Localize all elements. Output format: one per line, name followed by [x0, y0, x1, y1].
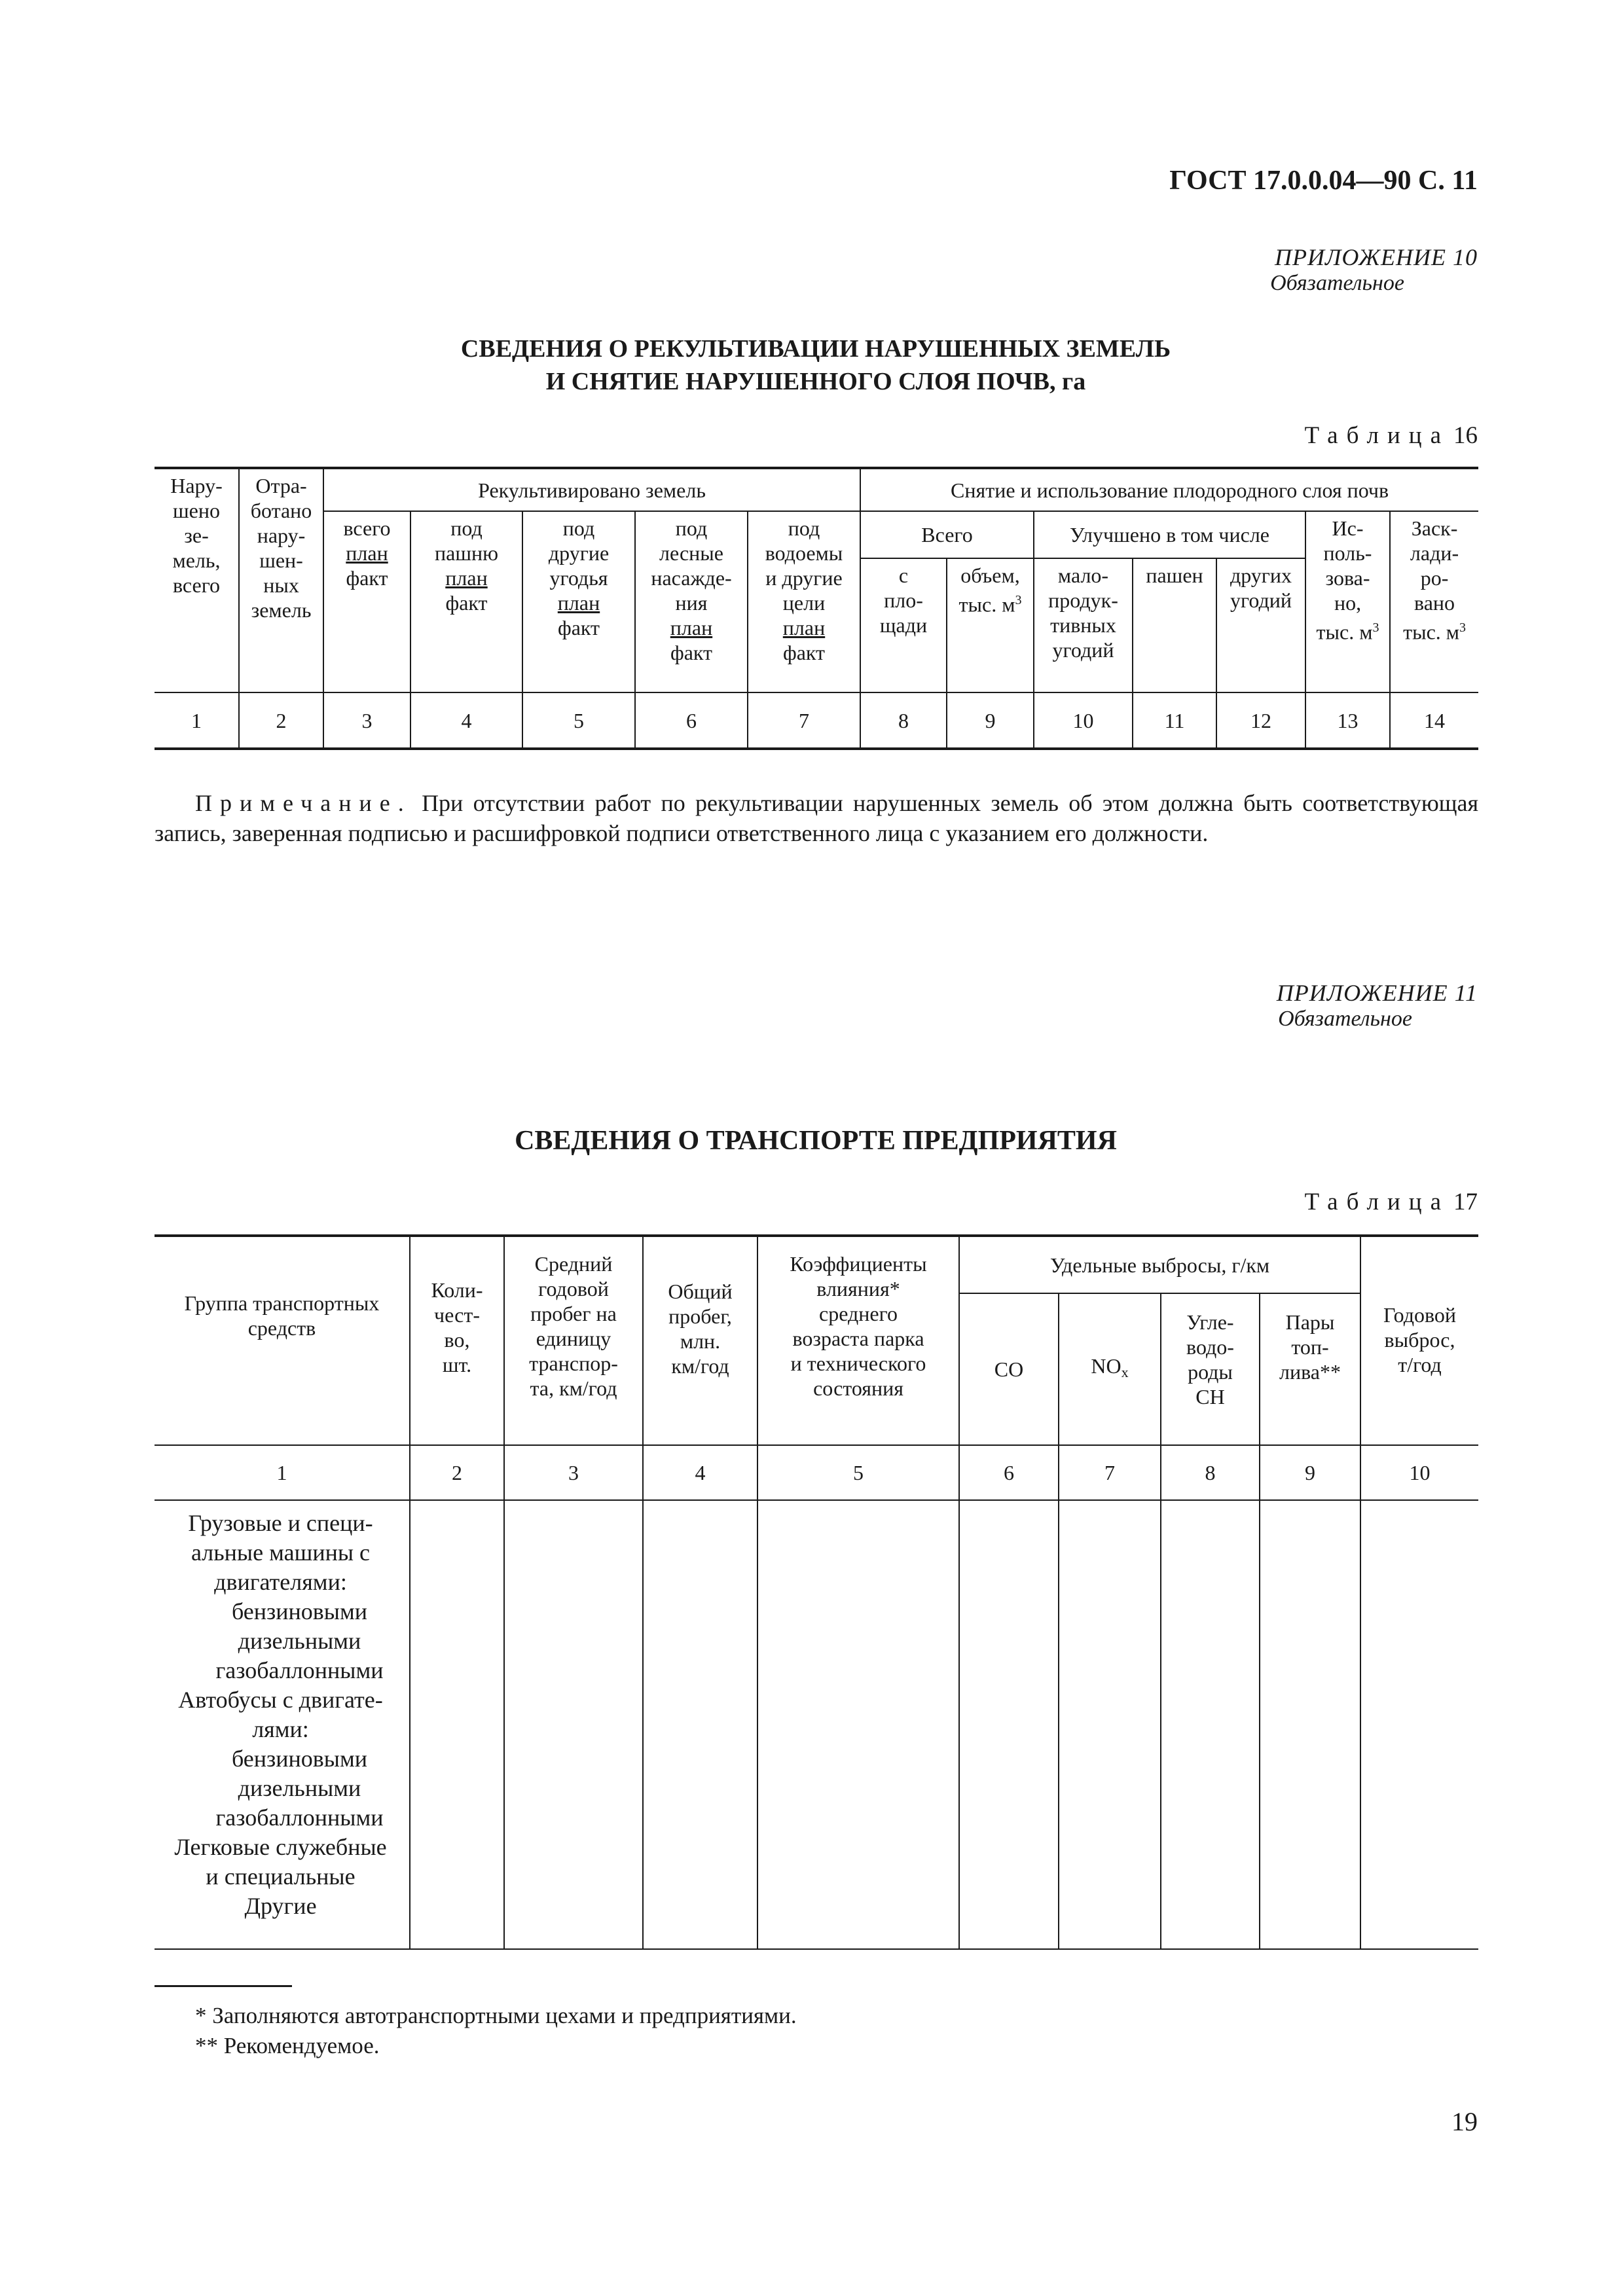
vehicle-group-list [155, 1500, 410, 1949]
col-number: 3 [323, 692, 410, 749]
col-volume: объем, тыс. $м^3$ [947, 558, 1034, 692]
list-item: Легковые служебные [174, 1834, 387, 1860]
title-line: И СНЯТИЕ НАРУШЕННОГО СЛОЯ ПОЧВ, га [545, 368, 1086, 395]
footnote-divider [155, 1985, 292, 1987]
subgroup-improved: Улучшено в том числе [1034, 511, 1305, 558]
table-number: 17 [1453, 1189, 1478, 1215]
table-17-label [1305, 1188, 1478, 1216]
col-number: 7 [748, 692, 860, 749]
table-number: 16 [1453, 422, 1478, 449]
group-reclaimed: Рекультивировано земель [323, 468, 860, 511]
table-word: Таблица [1304, 422, 1450, 449]
col-count: Коли- чест- во, шт. [410, 1236, 504, 1445]
col-number: 4 [410, 692, 522, 749]
empty-cell[interactable] [1360, 1500, 1478, 1949]
col-number: 11 [1133, 692, 1216, 749]
col-number: 3 [504, 1445, 643, 1500]
col-number: 1 [155, 1445, 410, 1500]
section-title-reclamation [155, 332, 1477, 398]
col-water: под водоемы и другие цели план факт [748, 511, 860, 692]
list-item: Грузовые и специ- [188, 1510, 373, 1536]
appendix-status: Обязательное [1278, 1007, 1412, 1031]
col-number: 5 [522, 692, 635, 749]
appendix-10-label [1270, 243, 1478, 296]
list-item: альные машины с [191, 1539, 371, 1566]
group-topsoil-removal: Снятие и использование плодородного слоя почв [860, 468, 1478, 511]
empty-cell[interactable] [1059, 1500, 1161, 1949]
col-number: 9 [1260, 1445, 1360, 1500]
table-word: Таблица [1304, 1189, 1450, 1215]
table-16 [155, 467, 1478, 750]
col-number: 14 [1390, 692, 1478, 749]
subgroup-total: Всего [860, 511, 1034, 558]
col-fuel-vapor: Пары топ- лива** [1260, 1293, 1360, 1445]
empty-cell[interactable] [959, 1500, 1059, 1949]
empty-cell[interactable] [1260, 1500, 1360, 1949]
footnote-2: ** Рекомендуемое. [195, 2033, 380, 2058]
col-area: с пло- щади [860, 558, 947, 692]
group-specific-emissions: Удельные выбросы, г/км [959, 1236, 1360, 1293]
col-worked-out: Отра- ботано нару- шен- ных земель [239, 468, 323, 692]
list-item: Автобусы с двигате- [178, 1687, 383, 1713]
table-17 [155, 1234, 1478, 1950]
col-number: 7 [1059, 1445, 1161, 1500]
col-coefficients: Коэффициенты влияния* среднего возраста парка и технического состояния [757, 1236, 959, 1445]
col-number: 2 [410, 1445, 504, 1500]
page-header: ГОСТ 17.0.0.04—90 С. 11 [1169, 166, 1478, 196]
col-number: 10 [1360, 1445, 1478, 1500]
col-co: CO [959, 1293, 1059, 1445]
list-item: газобаллонными [215, 1657, 384, 1683]
note-label: Примечание. [195, 790, 412, 816]
empty-cell[interactable] [504, 1500, 643, 1949]
list-item: Другие [244, 1893, 317, 1919]
col-vehicle-group: Группа транспортных средств [155, 1236, 410, 1445]
list-item: бензиновыми [231, 1598, 368, 1624]
col-number: 10 [1034, 692, 1133, 749]
col-used: Ис- поль- зова- но, тыс. $м^3$ [1305, 511, 1390, 692]
col-annual-emission: Годовой выброс, т/год [1360, 1236, 1478, 1445]
col-number: 8 [860, 692, 947, 749]
list-item: дизельными [238, 1628, 361, 1654]
col-number: 5 [757, 1445, 959, 1500]
footnote-1: * Заполняются автотранспортными цехами и предприятиями. [195, 2003, 797, 2028]
appendix-title: ПРИЛОЖЕНИЕ 11 [1276, 980, 1478, 1006]
col-disturbed-total: Нару- шено зе- мель, всего [155, 468, 239, 692]
note [155, 788, 1478, 848]
col-number: 6 [959, 1445, 1059, 1500]
appendix-status: Обязательное [1270, 271, 1404, 295]
col-nox: $NO_x$ [1059, 1293, 1161, 1445]
list-item: лями: [252, 1716, 309, 1742]
title-line: СВЕДЕНИЯ О РЕКУЛЬТИВАЦИИ НАРУШЕННЫХ ЗЕМЕЛЬ [460, 335, 1171, 363]
col-plowland: пашен [1133, 558, 1216, 692]
col-other: других угодий [1216, 558, 1305, 692]
col-number: 13 [1305, 692, 1390, 749]
appendix-11-label [1277, 979, 1478, 1031]
col-number: 9 [947, 692, 1034, 749]
empty-cell[interactable] [643, 1500, 757, 1949]
list-item: газобаллонными [215, 1804, 384, 1831]
note-text: При отсутствии работ по рекультивации нарушенных земель об этом должна быть соответствующая запись, заверенная подписью и расшифровкой подписи ответственного лица с указанием его должности. [155, 790, 1478, 846]
col-number: 1 [155, 692, 239, 749]
col-number: 6 [635, 692, 748, 749]
list-item: двигателями: [214, 1569, 347, 1595]
empty-cell[interactable] [757, 1500, 959, 1949]
col-reclaimed-total: всего план факт [323, 511, 410, 692]
col-low-productive: мало- продук- тивных угодий [1034, 558, 1133, 692]
col-number: 2 [239, 692, 323, 749]
col-total-mileage: Общий пробег, млн. км/год [643, 1236, 757, 1445]
col-hydrocarbons: Угле- водо- роды CH [1161, 1293, 1260, 1445]
col-number: 8 [1161, 1445, 1260, 1500]
col-forest: под лесные насажде- ния план факт [635, 511, 748, 692]
appendix-title: ПРИЛОЖЕНИЕ 10 [1275, 244, 1478, 270]
col-avg-mileage: Средний годовой пробег на единицу транспор- та, км/год [504, 1236, 643, 1445]
list-item: бензиновыми [231, 1746, 368, 1772]
empty-cell[interactable] [1161, 1500, 1260, 1949]
section-title-transport: СВЕДЕНИЯ О ТРАНСПОРТЕ ПРЕДПРИЯТИЯ [515, 1126, 1117, 1156]
col-buried: Заск- лади- ро- вано тыс. $м^3$ [1390, 511, 1478, 692]
col-number: 12 [1216, 692, 1305, 749]
list-item: и специальные [206, 1863, 356, 1890]
col-arable: под пашню план факт [410, 511, 522, 692]
table-16-label [1305, 422, 1478, 450]
col-number: 4 [643, 1445, 757, 1500]
empty-cell[interactable] [410, 1500, 504, 1949]
col-other-lands: под другие угодья план факт [522, 511, 635, 692]
page-number: 19 [1451, 2107, 1478, 2136]
list-item: дизельными [238, 1775, 361, 1801]
